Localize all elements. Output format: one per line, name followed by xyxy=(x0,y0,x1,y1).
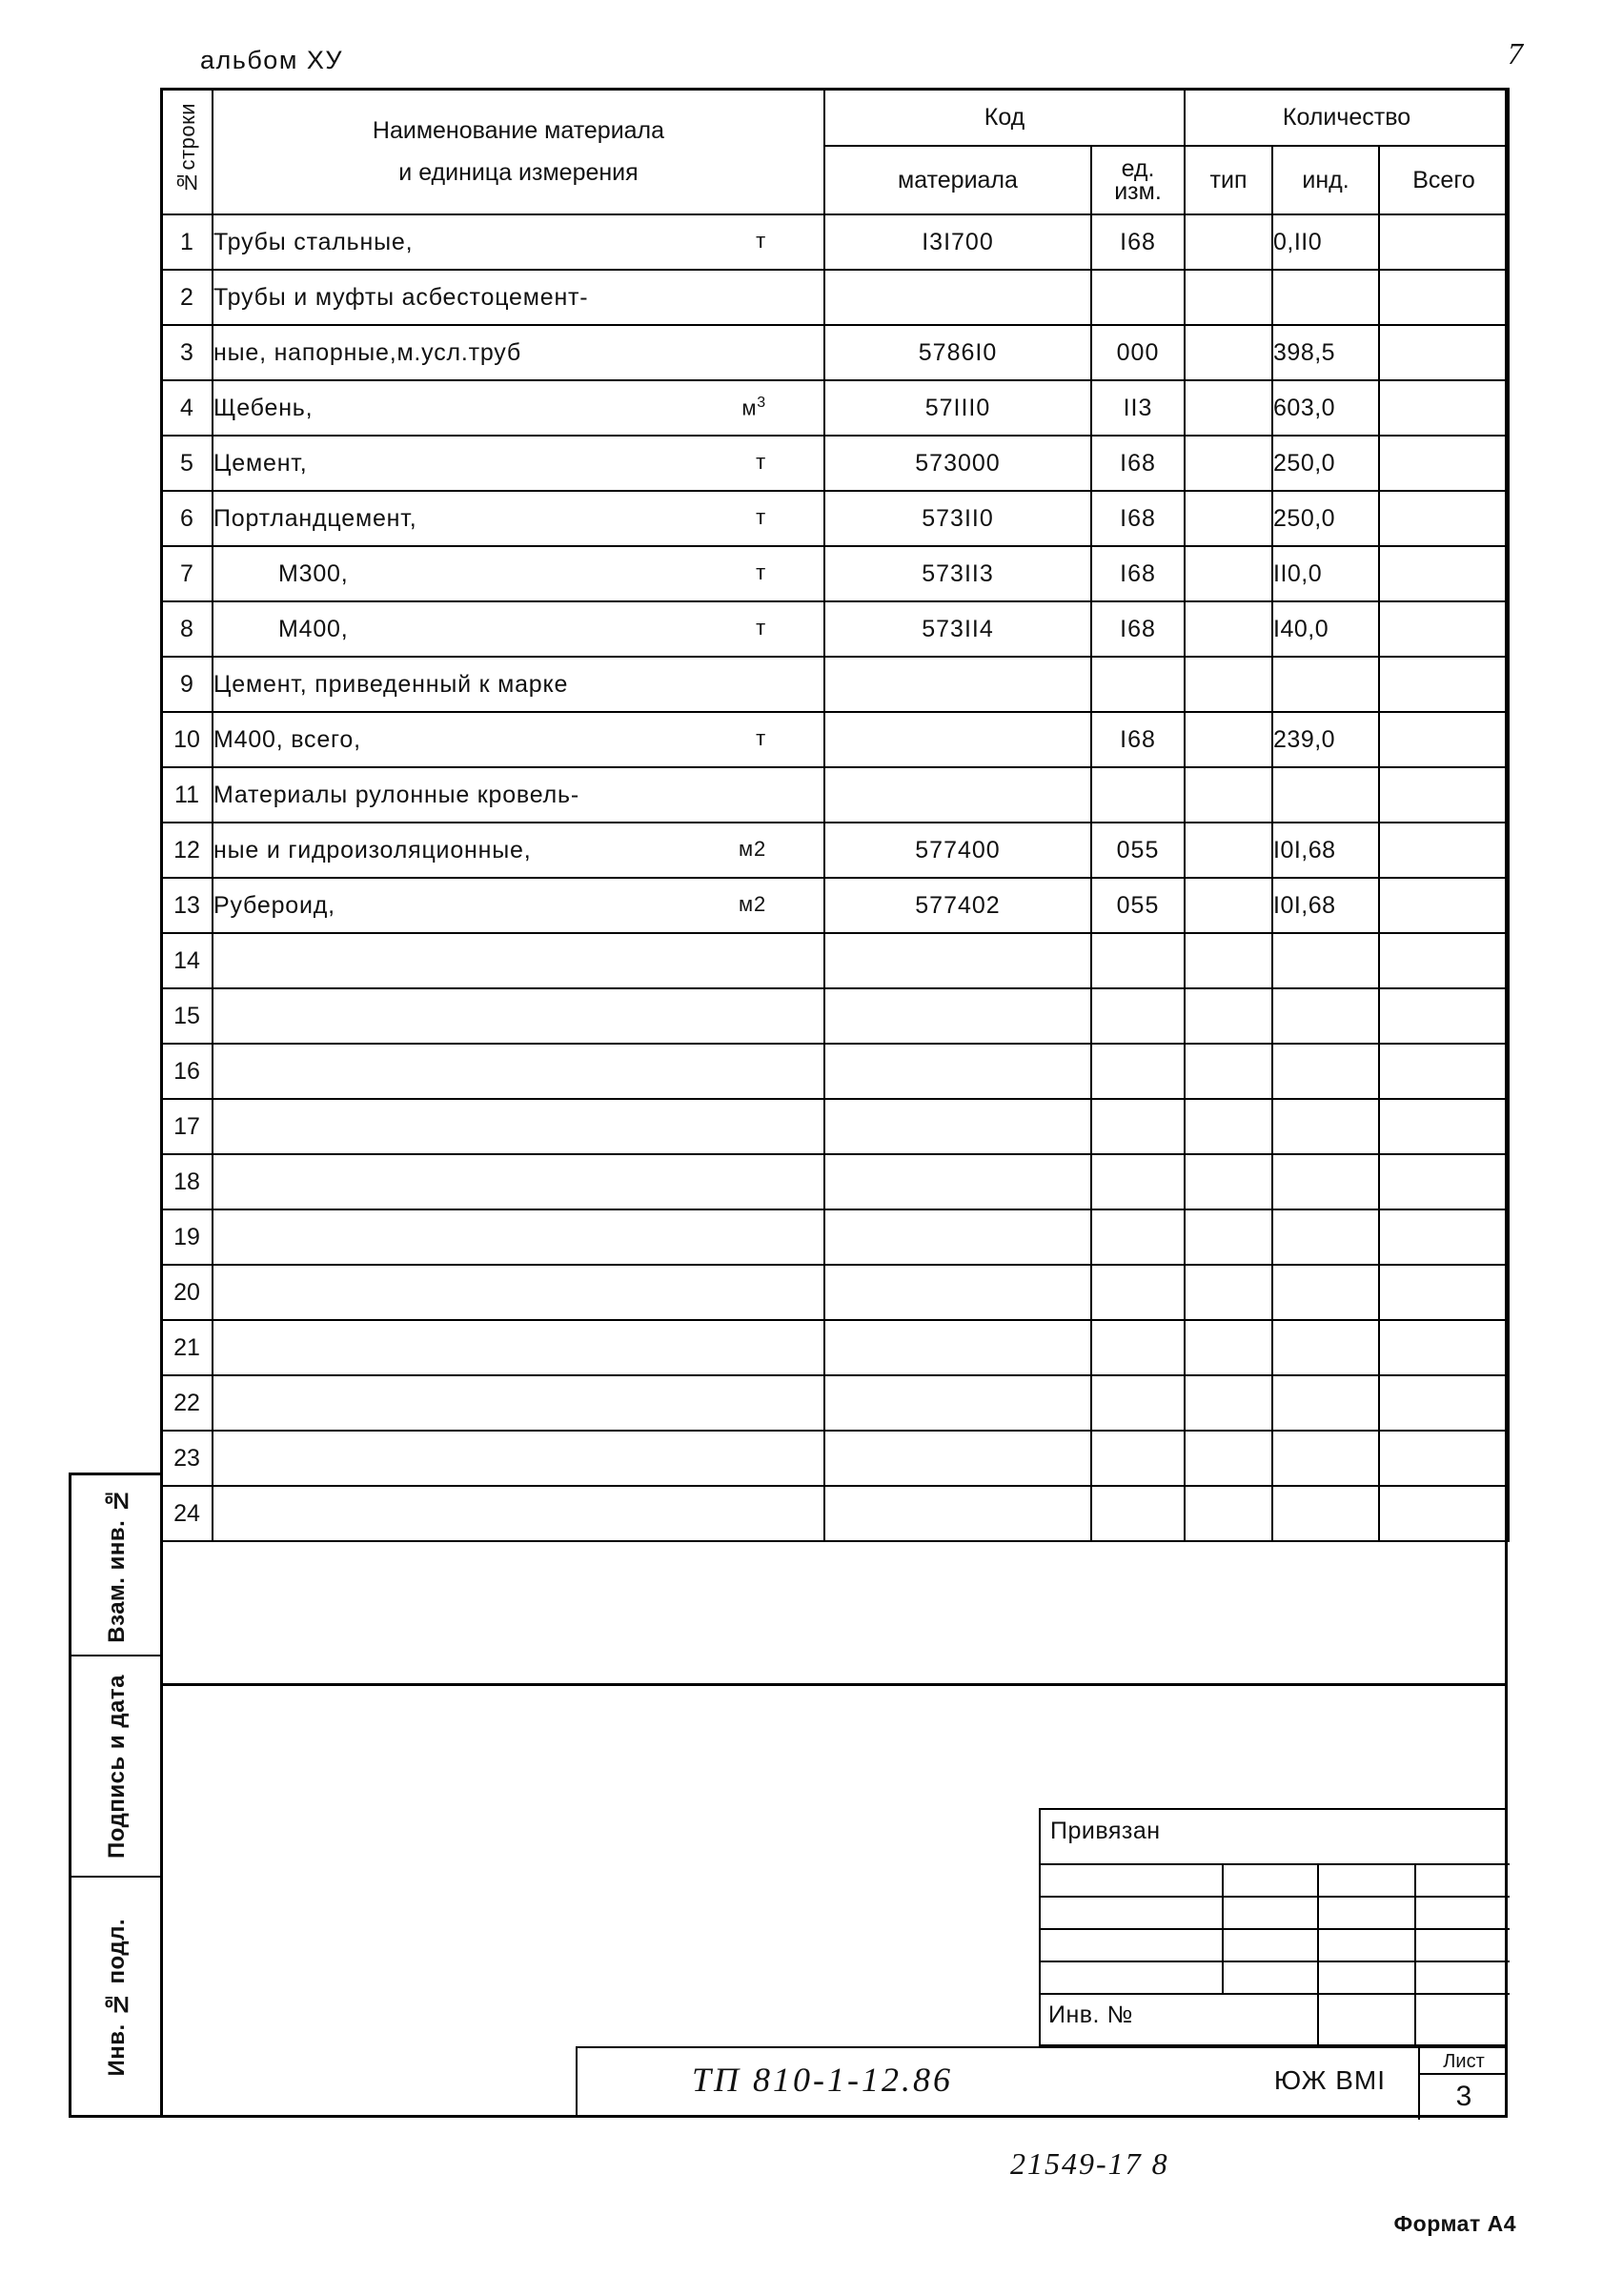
quantity-type-cell xyxy=(1185,491,1272,546)
quantity-total-cell xyxy=(1379,1375,1509,1431)
header-code-unit xyxy=(1091,146,1185,214)
code-material-cell xyxy=(824,1154,1091,1209)
code-unit-cell xyxy=(1091,1209,1185,1265)
material-unit-text: т xyxy=(756,449,766,474)
quantity-ind-cell xyxy=(1272,1209,1379,1265)
quantity-total-cell xyxy=(1379,712,1509,767)
privyazan-row-1 xyxy=(1041,1865,1510,1898)
row-number-cell: 4 xyxy=(161,380,213,436)
material-name-cell xyxy=(213,1099,824,1154)
quantity-type-cell xyxy=(1185,601,1272,657)
quantity-total-cell xyxy=(1379,767,1509,823)
code-material-cell xyxy=(824,1044,1091,1099)
quantity-ind-cell: I0I,68 xyxy=(1272,823,1379,878)
quantity-total-cell xyxy=(1379,657,1509,712)
left-stamp-label-vzam: Взам. инв. № xyxy=(104,1487,130,1643)
code-material-cell xyxy=(824,933,1091,988)
quantity-type-cell xyxy=(1185,767,1272,823)
privyazan-divider-2 xyxy=(1317,1865,1319,1995)
row-number-cell: 24 xyxy=(161,1486,213,1541)
code-unit-cell: 055 xyxy=(1091,878,1185,933)
material-name-cell xyxy=(213,1486,824,1541)
table-body xyxy=(161,214,1509,1541)
table-row xyxy=(161,491,1509,546)
quantity-ind-cell xyxy=(1272,1154,1379,1209)
table-row xyxy=(161,546,1509,601)
quantity-total-cell xyxy=(1379,1209,1509,1265)
sheet-number-value: 3 xyxy=(1455,2081,1472,2112)
quantity-ind-cell: II0,0 xyxy=(1272,546,1379,601)
header-row-number-label: №строки xyxy=(175,102,199,194)
row-number-cell: 8 xyxy=(161,601,213,657)
row-number-cell: 7 xyxy=(161,546,213,601)
left-stamp-cell-podpis xyxy=(71,1656,163,1878)
header-code-label: Код xyxy=(984,103,1025,131)
quantity-total-cell xyxy=(1379,491,1509,546)
row-number-cell: 22 xyxy=(161,1375,213,1431)
left-stamp-label-inv: Инв. № подл. xyxy=(104,1919,130,2077)
code-unit-cell xyxy=(1091,767,1185,823)
table-row xyxy=(161,380,1509,436)
row-number-cell: 9 xyxy=(161,657,213,712)
quantity-ind-cell: 250,0 xyxy=(1272,491,1379,546)
quantity-type-cell xyxy=(1185,1209,1272,1265)
material-name-cell xyxy=(213,214,824,270)
row-number-cell: 6 xyxy=(161,491,213,546)
material-name-text: Трубы стальные, xyxy=(213,228,414,255)
code-unit-cell xyxy=(1091,1486,1185,1541)
material-unit-text: т xyxy=(756,725,766,750)
material-name-cell xyxy=(213,712,824,767)
material-name-cell xyxy=(213,1209,824,1265)
left-stamp-cell-vzam xyxy=(71,1475,163,1656)
quantity-ind-cell: 398,5 xyxy=(1272,325,1379,380)
code-unit-cell xyxy=(1091,1320,1185,1375)
code-material-cell xyxy=(824,712,1091,767)
table-row xyxy=(161,767,1509,823)
code-material-cell: 573II3 xyxy=(824,546,1091,601)
table-row xyxy=(161,1375,1509,1431)
page-number-top: 7 xyxy=(1508,36,1523,71)
materials-table xyxy=(160,88,1510,1542)
code-unit-cell xyxy=(1091,1265,1185,1320)
header-code-material xyxy=(824,146,1091,214)
header-quantity-label: Количество xyxy=(1282,103,1411,131)
table-row xyxy=(161,1486,1509,1541)
quantity-type-cell xyxy=(1185,1044,1272,1099)
quantity-ind-cell xyxy=(1272,270,1379,325)
code-material-cell xyxy=(824,988,1091,1044)
privyazan-row-3 xyxy=(1041,1930,1510,1962)
row-number-cell: 23 xyxy=(161,1431,213,1486)
material-unit-text: $м^3$ xyxy=(741,394,766,419)
row-number-cell: 13 xyxy=(161,878,213,933)
header-quantity-total-label: Всего xyxy=(1412,167,1475,193)
inv-number-label: Инв. № xyxy=(1048,2001,1133,2028)
table-row xyxy=(161,1431,1509,1486)
material-name-cell xyxy=(213,270,824,325)
material-unit-text: т xyxy=(756,615,766,640)
quantity-ind-cell xyxy=(1272,657,1379,712)
material-name-text: Рубероид, xyxy=(213,891,335,919)
code-unit-cell: I68 xyxy=(1091,601,1185,657)
table-row xyxy=(161,1044,1509,1099)
header-material-name xyxy=(213,89,824,214)
code-unit-cell xyxy=(1091,270,1185,325)
material-name-cell xyxy=(213,823,824,878)
tp-series-label: ЮЖ ВМI xyxy=(1273,2065,1386,2095)
quantity-type-cell xyxy=(1185,1431,1272,1486)
code-material-cell xyxy=(824,270,1091,325)
material-name-text: Щебень, xyxy=(213,394,314,421)
table-row xyxy=(161,823,1509,878)
quantity-ind-cell xyxy=(1272,1265,1379,1320)
quantity-ind-cell xyxy=(1272,1320,1379,1375)
material-name-cell xyxy=(213,933,824,988)
material-name-cell xyxy=(213,988,824,1044)
quantity-type-cell xyxy=(1185,988,1272,1044)
header-code-material-label: материала xyxy=(898,167,1018,193)
table-row xyxy=(161,1320,1509,1375)
privyazan-row-2 xyxy=(1041,1898,1510,1930)
table-row xyxy=(161,270,1509,325)
code-material-cell xyxy=(824,1265,1091,1320)
quantity-total-cell xyxy=(1379,878,1509,933)
row-number-cell: 2 xyxy=(161,270,213,325)
table-row xyxy=(161,1209,1509,1265)
quantity-total-cell xyxy=(1379,1099,1509,1154)
privyazan-divider-3 xyxy=(1414,1865,1416,2048)
row-number-cell: 1 xyxy=(161,214,213,270)
quantity-type-cell xyxy=(1185,712,1272,767)
code-unit-cell xyxy=(1091,988,1185,1044)
material-name-cell xyxy=(213,380,824,436)
code-material-cell: 5786I0 xyxy=(824,325,1091,380)
row-number-cell: 14 xyxy=(161,933,213,988)
quantity-total-cell xyxy=(1379,823,1509,878)
header-material-name-line2: и единица измерения xyxy=(398,159,639,186)
quantity-ind-cell xyxy=(1272,1099,1379,1154)
left-stamp-cell-inv xyxy=(71,1878,163,2118)
material-name-text: М400, xyxy=(278,615,349,642)
material-name-text: М400, всего, xyxy=(213,725,361,753)
table-row xyxy=(161,325,1509,380)
quantity-total-cell xyxy=(1379,601,1509,657)
privyazan-row-4 xyxy=(1041,1962,1510,1995)
quantity-type-cell xyxy=(1185,1320,1272,1375)
table-row xyxy=(161,1154,1509,1209)
quantity-type-cell xyxy=(1185,1375,1272,1431)
material-name-cell xyxy=(213,767,824,823)
left-stamp-strip xyxy=(69,1473,160,2118)
material-name-text: Материалы рулонные кровель- xyxy=(213,781,579,808)
code-unit-cell xyxy=(1091,1154,1185,1209)
code-unit-cell: I68 xyxy=(1091,546,1185,601)
quantity-type-cell xyxy=(1185,270,1272,325)
material-name-cell xyxy=(213,878,824,933)
header-code xyxy=(824,89,1185,146)
header-quantity xyxy=(1185,89,1509,146)
row-number-cell: 18 xyxy=(161,1154,213,1209)
code-unit-cell: I68 xyxy=(1091,214,1185,270)
quantity-ind-cell xyxy=(1272,1375,1379,1431)
material-name-cell xyxy=(213,1431,824,1486)
table-row xyxy=(161,214,1509,270)
quantity-total-cell xyxy=(1379,933,1509,988)
material-name-cell xyxy=(213,1320,824,1375)
code-unit-cell: 000 xyxy=(1091,325,1185,380)
material-name-text: Цемент, приведенный к марке xyxy=(213,670,569,698)
privyazan-divider-1 xyxy=(1222,1865,1224,1995)
quantity-total-cell xyxy=(1379,1486,1509,1541)
code-material-cell: 573000 xyxy=(824,436,1091,491)
quantity-ind-cell: I0I,68 xyxy=(1272,878,1379,933)
code-material-cell xyxy=(824,1431,1091,1486)
code-material-cell xyxy=(824,1209,1091,1265)
row-number-cell: 3 xyxy=(161,325,213,380)
quantity-type-cell xyxy=(1185,380,1272,436)
code-unit-cell: II3 xyxy=(1091,380,1185,436)
table-row xyxy=(161,1265,1509,1320)
quantity-type-cell xyxy=(1185,546,1272,601)
row-number-cell: 12 xyxy=(161,823,213,878)
table-row xyxy=(161,712,1509,767)
row-number-cell: 19 xyxy=(161,1209,213,1265)
material-name-cell xyxy=(213,325,824,380)
table-header-row-1 xyxy=(161,89,1509,146)
header-quantity-total xyxy=(1379,146,1509,214)
header-code-unit-line1: ед. xyxy=(1121,155,1155,182)
quantity-type-cell xyxy=(1185,823,1272,878)
material-name-cell xyxy=(213,1375,824,1431)
quantity-total-cell xyxy=(1379,1044,1509,1099)
material-name-text: ные, напорные,м.усл.труб xyxy=(213,338,522,366)
quantity-total-cell xyxy=(1379,988,1509,1044)
quantity-type-cell xyxy=(1185,325,1272,380)
quantity-total-cell xyxy=(1379,1320,1509,1375)
quantity-ind-cell xyxy=(1272,933,1379,988)
material-name-cell xyxy=(213,436,824,491)
row-number-cell: 16 xyxy=(161,1044,213,1099)
material-name-text: ные и гидроизоляционные, xyxy=(213,836,532,864)
quantity-type-cell xyxy=(1185,1154,1272,1209)
row-number-cell: 17 xyxy=(161,1099,213,1154)
code-material-cell xyxy=(824,1486,1091,1541)
quantity-type-cell xyxy=(1185,1265,1272,1320)
code-unit-cell: 055 xyxy=(1091,823,1185,878)
quantity-type-cell xyxy=(1185,436,1272,491)
quantity-total-cell xyxy=(1379,325,1509,380)
code-material-cell: 57III0 xyxy=(824,380,1091,436)
material-name-cell xyxy=(213,1044,824,1099)
code-material-cell: I3I700 xyxy=(824,214,1091,270)
quantity-total-cell xyxy=(1379,380,1509,436)
row-number-cell: 10 xyxy=(161,712,213,767)
code-unit-cell: I68 xyxy=(1091,491,1185,546)
quantity-ind-cell: 603,0 xyxy=(1272,380,1379,436)
material-name-cell xyxy=(213,491,824,546)
privyazan-row-header xyxy=(1041,1810,1510,1865)
header-material-name-line1: Наименование материала xyxy=(372,117,665,144)
quantity-total-cell xyxy=(1379,270,1509,325)
quantity-type-cell xyxy=(1185,657,1272,712)
privyazan-divider-4 xyxy=(1317,1995,1319,2048)
row-number-cell: 21 xyxy=(161,1320,213,1375)
code-unit-cell xyxy=(1091,933,1185,988)
left-stamp-label-podpis: Подпись и дата xyxy=(104,1674,130,1859)
row-number-cell: 11 xyxy=(161,767,213,823)
format-label: Формат А4 xyxy=(1393,2211,1516,2236)
tp-code: ТП 810-1-12.86 xyxy=(692,2061,953,2099)
quantity-ind-cell: 0,II0 xyxy=(1272,214,1379,270)
code-unit-cell xyxy=(1091,1375,1185,1431)
sheet-number-caption: Лист xyxy=(1420,2048,1508,2075)
code-material-cell xyxy=(824,1320,1091,1375)
material-name-text: М300, xyxy=(278,559,349,587)
quantity-total-cell xyxy=(1379,1431,1509,1486)
quantity-type-cell xyxy=(1185,1099,1272,1154)
table-row xyxy=(161,933,1509,988)
quantity-total-cell xyxy=(1379,546,1509,601)
table-row xyxy=(161,1099,1509,1154)
quantity-ind-cell: I40,0 xyxy=(1272,601,1379,657)
code-unit-cell: I68 xyxy=(1091,436,1185,491)
material-name-cell xyxy=(213,1265,824,1320)
header-row-number xyxy=(161,89,213,214)
material-name-text: Портландцемент, xyxy=(213,504,417,532)
quantity-ind-cell xyxy=(1272,1486,1379,1541)
header-quantity-ind xyxy=(1272,146,1379,214)
quantity-ind-cell: 239,0 xyxy=(1272,712,1379,767)
code-material-cell xyxy=(824,657,1091,712)
code-material-cell: 577400 xyxy=(824,823,1091,878)
tp-code-block xyxy=(576,2046,1508,2118)
sheet-number-block xyxy=(1418,2048,1506,2120)
quantity-type-cell xyxy=(1185,878,1272,933)
material-name-cell xyxy=(213,657,824,712)
album-label: альбом ХУ xyxy=(200,46,344,74)
quantity-ind-cell xyxy=(1272,1044,1379,1099)
table-row xyxy=(161,657,1509,712)
row-number-cell: 5 xyxy=(161,436,213,491)
quantity-type-cell xyxy=(1185,214,1272,270)
material-name-cell xyxy=(213,546,824,601)
code-material-cell: 573II4 xyxy=(824,601,1091,657)
privyazan-label: Привязан xyxy=(1050,1818,1161,1844)
code-unit-cell xyxy=(1091,1044,1185,1099)
code-material-cell xyxy=(824,1099,1091,1154)
material-unit-text: м2 xyxy=(739,891,766,916)
quantity-type-cell xyxy=(1185,1486,1272,1541)
code-unit-cell xyxy=(1091,1099,1185,1154)
quantity-total-cell xyxy=(1379,436,1509,491)
row-number-cell: 20 xyxy=(161,1265,213,1320)
material-unit-text: т xyxy=(756,228,766,253)
header-code-unit-line2: изм. xyxy=(1114,178,1162,205)
quantity-ind-cell xyxy=(1272,1431,1379,1486)
material-unit-text: т xyxy=(756,504,766,529)
quantity-total-cell xyxy=(1379,1265,1509,1320)
quantity-total-cell xyxy=(1379,1154,1509,1209)
table-header xyxy=(161,89,1509,214)
material-unit-text: м2 xyxy=(739,836,766,861)
material-name-cell xyxy=(213,601,824,657)
material-name-text: Цемент, xyxy=(213,449,308,477)
code-material-cell: 573II0 xyxy=(824,491,1091,546)
quantity-type-cell xyxy=(1185,933,1272,988)
code-unit-cell xyxy=(1091,657,1185,712)
material-unit-text: т xyxy=(756,559,766,584)
table-row xyxy=(161,436,1509,491)
header-quantity-type-label: тип xyxy=(1209,167,1248,193)
quantity-ind-cell xyxy=(1272,767,1379,823)
code-unit-cell xyxy=(1091,1431,1185,1486)
quantity-ind-cell xyxy=(1272,988,1379,1044)
table-row xyxy=(161,988,1509,1044)
code-material-cell: 577402 xyxy=(824,878,1091,933)
material-name-text: Трубы и муфты асбестоцемент- xyxy=(213,283,589,311)
header-quantity-ind-label: инд. xyxy=(1302,167,1349,193)
code-unit-cell: I68 xyxy=(1091,712,1185,767)
table-row xyxy=(161,878,1509,933)
header-quantity-type xyxy=(1185,146,1272,214)
code-material-cell xyxy=(824,1375,1091,1431)
material-name-cell xyxy=(213,1154,824,1209)
quantity-ind-cell: 250,0 xyxy=(1272,436,1379,491)
bottom-archive-code: 21549-17 8 xyxy=(1010,2146,1169,2181)
row-number-cell: 15 xyxy=(161,988,213,1044)
code-material-cell xyxy=(824,767,1091,823)
quantity-total-cell xyxy=(1379,214,1509,270)
table-row xyxy=(161,601,1509,657)
